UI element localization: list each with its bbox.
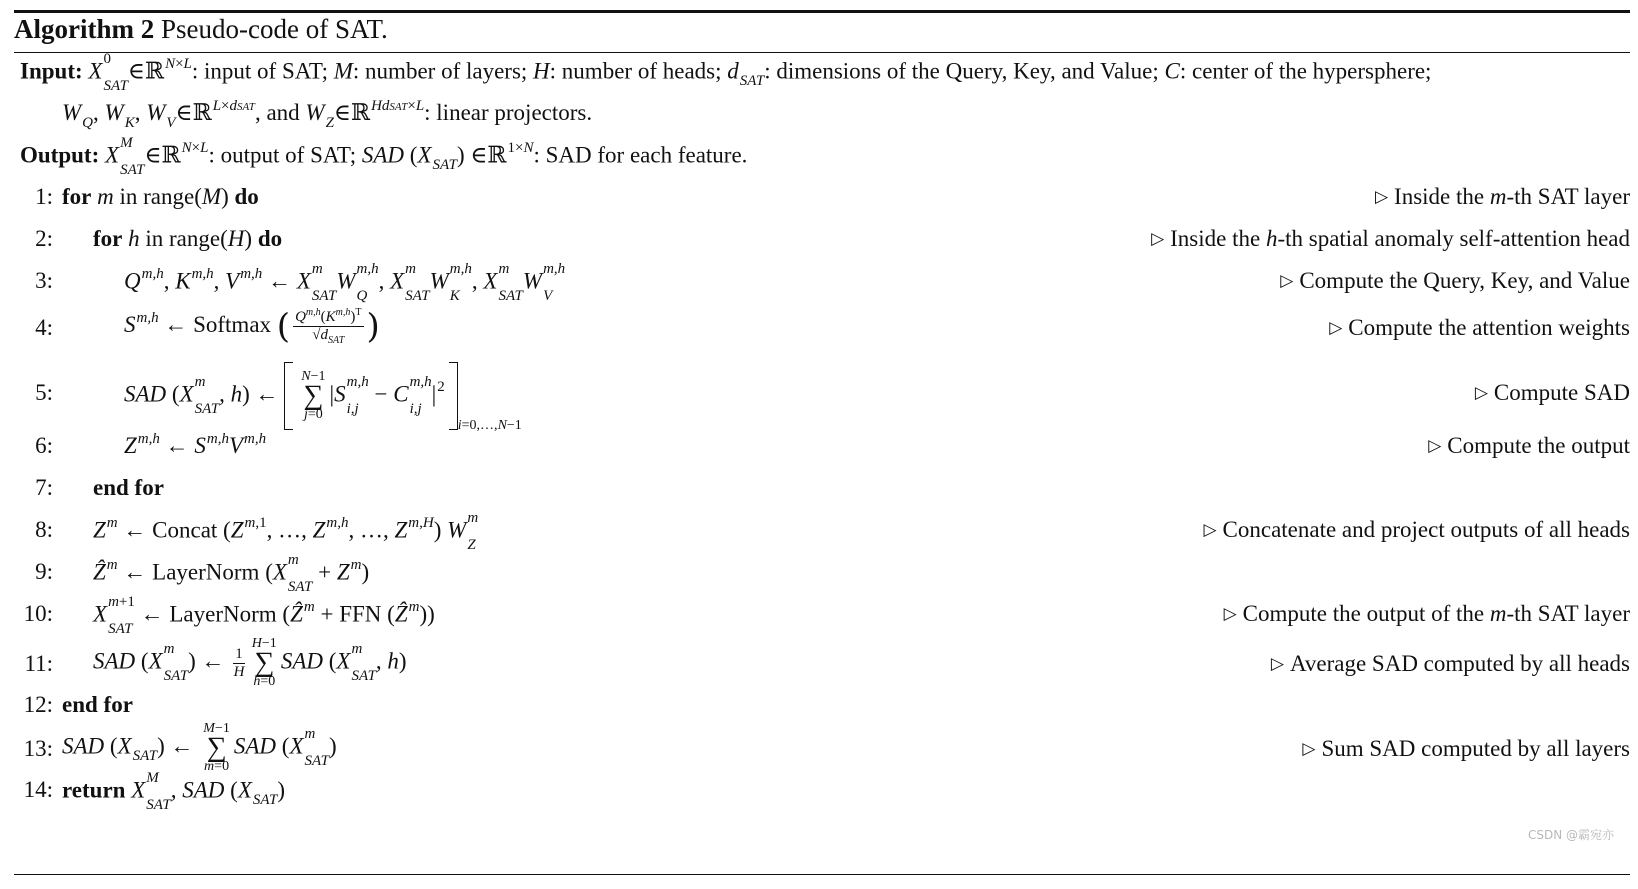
line-code: end for: [93, 475, 164, 500]
comment-triangle-icon: ▷: [1151, 229, 1165, 248]
bottom-rule: [14, 874, 1630, 875]
line-code: for m in range(M) do: [62, 184, 259, 209]
line-number: 9:: [35, 559, 53, 584]
comment-triangle-icon: ▷: [1428, 436, 1442, 455]
line-number: 3:: [35, 268, 53, 293]
line-comment: ▷ Sum SAD computed by all layers: [1302, 736, 1630, 761]
line-code: SAD (X m SAT , h) ← N−1 ∑ j=0 |S m,h i,j − C m,h i,j $|^2_{i=0,\dots,N-1}$: [124, 362, 522, 430]
line-number: 10:: [23, 601, 53, 626]
input-h-desc: : number of heads;: [549, 58, 722, 84]
input-and: , and: [254, 100, 300, 125]
line-comment: ▷ Compute the output: [1428, 433, 1630, 458]
output-desc: : output of SAT;: [208, 142, 357, 168]
line-number: 5:: [35, 380, 53, 405]
line-code: X m+1 SAT ← LayerNorm (Ẑ$^m$ + FFN (Ẑ$^m$)): [93, 594, 435, 637]
line-number: 6:: [35, 433, 53, 458]
output-label: Output:: [20, 142, 100, 168]
output-line: Output: X M SAT ∈ℝ$^{N\times L}$: output of SAT; SAD $(X_{SAT})$ ∈ℝ$^{1\times N}$: SAD for each feature.: [20, 135, 748, 178]
line-number: 12:: [23, 692, 53, 717]
line-number: 11:: [24, 651, 53, 676]
line-code: end for: [62, 692, 133, 717]
line-code: Z$^{m,h}$ ← $S^{m,h}V^{m,h}$: [124, 431, 267, 458]
line-comment: ▷ Inside the h-th spatial anomaly self-attention head: [1151, 226, 1630, 251]
line-code: Ẑ$^m$ ← LayerNorm (X m SAT + $Z^m$): [93, 552, 370, 595]
line-comment: ▷ Average SAD computed by all heads: [1270, 651, 1630, 676]
output-sad-desc: : SAD for each feature.: [533, 142, 748, 168]
comment-triangle-icon: ▷: [1474, 383, 1488, 402]
input-label: Input:: [20, 58, 83, 84]
line-number: 1:: [35, 184, 53, 209]
comment-triangle-icon: ▷: [1270, 654, 1284, 673]
line-code: SAD $(X_{SAT})$ ← M−1 ∑ m=0 SAD (X m SAT ): [62, 721, 337, 774]
line-code: $Z^m$ ← Concat ($Z^{m,1}$, …, Z$^{m,h}$, …, $Z^{m,H}$) W m Z: [93, 510, 479, 553]
comment-triangle-icon: ▷: [1223, 604, 1237, 623]
comment-triangle-icon: ▷: [1302, 739, 1316, 758]
watermark: CSDN @霸宛亦: [1527, 828, 1614, 842]
input-proj-desc: : linear projectors.: [424, 100, 593, 125]
caption-rule: [14, 52, 1630, 53]
input-line-1: Input: X 0 SAT ∈ℝ$^{N\times L}$: input of SAT; M: number of layers; H: number of heads; $d_{SAT}$: dimensions of the Query, Key, and Value; C: center of the hypersphere;: [20, 51, 1432, 94]
comment-triangle-icon: ▷: [1374, 187, 1389, 206]
caption-title: Pseudo-code of SAT.: [160, 14, 388, 44]
line-number: 2:: [35, 226, 53, 251]
line-code: return X M SAT , SAD $(X_{SAT})$: [62, 770, 285, 813]
top-rule: [14, 10, 1630, 13]
line-comment: ▷ Compute the attention weights: [1329, 315, 1630, 340]
input-c-desc: : center of the hypersphere;: [1179, 58, 1432, 84]
line-number: 14:: [23, 777, 53, 802]
comment-triangle-icon: ▷: [1280, 271, 1294, 290]
line-number: 4:: [35, 315, 53, 340]
line-comment: ▷ Compute the output of the m-th SAT layer: [1223, 601, 1630, 626]
line-number: 13:: [23, 736, 53, 761]
input-m-desc: : number of layers;: [352, 58, 528, 84]
caption-label: Algorithm 2: [14, 14, 155, 44]
comment-triangle-icon: ▷: [1203, 520, 1217, 539]
line-number: 8:: [35, 517, 53, 542]
line-comment: ▷ Inside the m-th SAT layer: [1374, 184, 1630, 209]
line-code: S$^{m,h}$ ← Softmax ( $\frac{Q^{m,h}(K^{m,h})^T}{√d_{SAT}}$ ): [124, 304, 380, 349]
comment-triangle-icon: ▷: [1329, 318, 1343, 337]
algorithm-caption: [14, 14, 388, 45]
line-number: 7:: [35, 475, 53, 500]
line-comment: ▷ Compute the Query, Key, and Value: [1280, 268, 1630, 293]
line-code: SAD (X m SAT ) ← $\frac{1}{H}$ H−1 ∑ h=0 SAD (X m SAT , h): [93, 636, 407, 689]
input-line-2: $W_Q$, $W_K$, $W_V\in ℝ^{L\times dSAT}$, and $W_Z\in ℝ^{HdSAT\times L}$: linear projectors.: [62, 98, 593, 131]
line-code: Q$^{m,h}$, K$^{m,h}$, V$^{m,h}$ ← X m SAT W m,h Q , X m SAT W m,h K , X m SAT W m,h V: [124, 261, 566, 304]
input-desc: : input of SAT;: [191, 58, 328, 84]
line-comment: ▷ Compute SAD: [1474, 380, 1630, 405]
input-d-desc: : dimensions of the Query, Key, and Value;: [764, 58, 1159, 84]
line-code: for h in range(H) do: [93, 226, 283, 251]
line-comment: ▷ Concatenate and project outputs of all heads: [1203, 517, 1630, 542]
